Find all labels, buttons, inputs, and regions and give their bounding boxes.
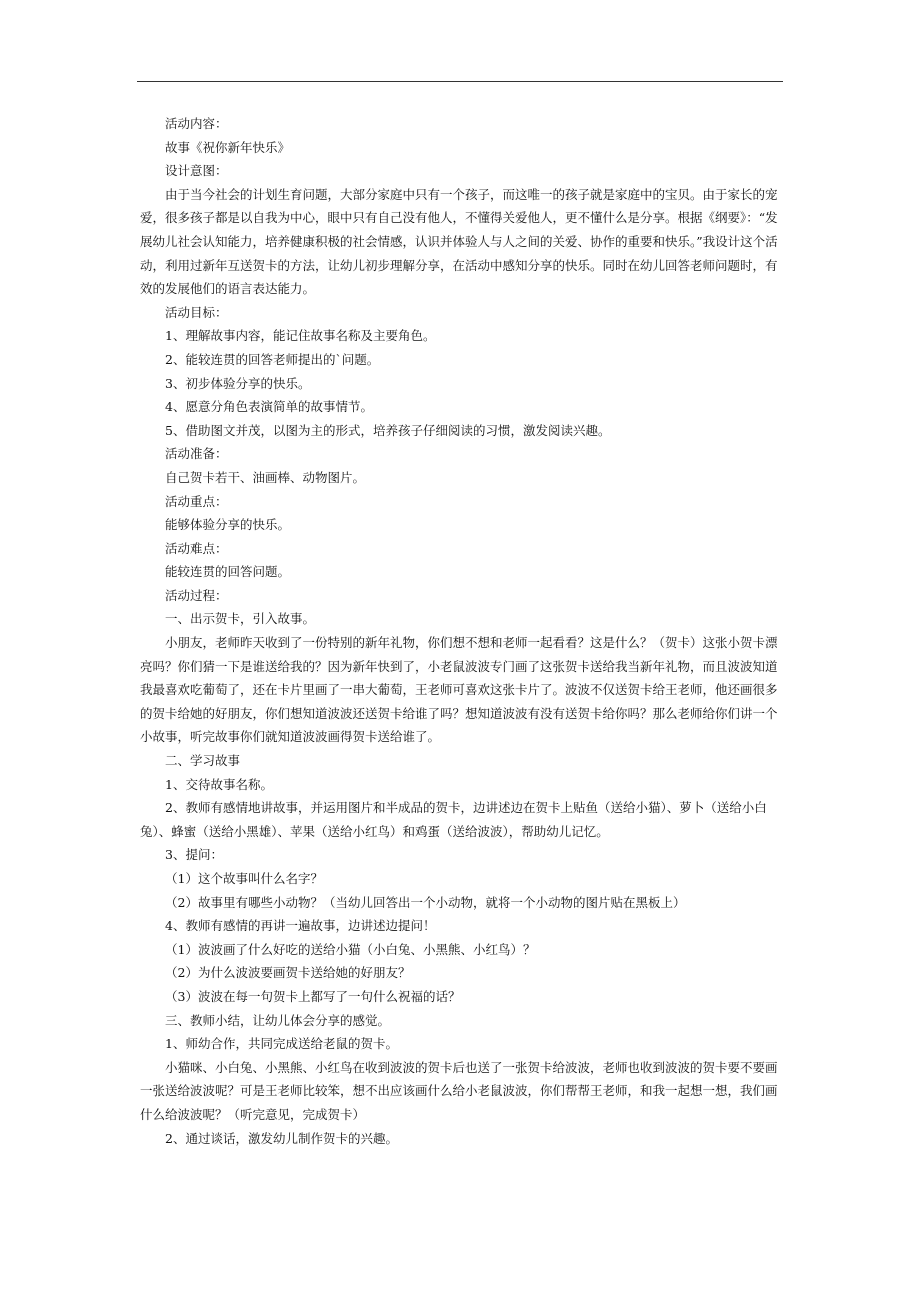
paragraph: 小猫咪、小白兔、小黑熊、小红鸟在收到波波的贺卡后也送了一张贺卡给波波，老师也收到波波的贺卡要不要画一张送给波波呢？可是王老师比较笨，想不出应该画什么给小老鼠波波，你们帮帮王老师，和我一起想一想，我们画什么给波波呢？（听完意见，完成贺卡）: [140, 1059, 778, 1122]
header-rule: [137, 81, 783, 82]
paragraph: 二、学习故事: [165, 753, 241, 769]
paragraph: 活动难点：: [165, 540, 228, 556]
paragraph: 2、能较连贯的回答老师提出的`问题。: [165, 351, 380, 367]
paragraph: 三、教师小结，让幼儿体会分享的感觉。: [165, 1012, 391, 1028]
sub-item: （1）波波画了什么好吃的送给小猫（小白兔、小黑熊、小红鸟）？: [165, 941, 536, 957]
paragraph: 自己贺卡若干、油画棒、动物图片。: [165, 469, 366, 485]
paragraph: 4、教师有感情的再讲一遍故事，边讲述边提问！: [165, 918, 436, 934]
paragraph: 小朋友，老师昨天收到了一份特别的新年礼物，你们想不想和老师一起看看？这是什么？（贺卡）这张小贺卡漂亮吗？你们猜一下是谁送给我的？因为新年快到了，小老鼠波波专门画了这张贺卡送给我当新年礼物，而且波波知道我最喜欢吃葡萄了，还在卡片里画了一串大葡萄，王老师可喜欢这张卡片了。波波不仅送贺卡给王老师，他还画很多的贺卡给她的好朋友，你们想知道波波还送贺卡给谁了吗？想知道波波有没有送贺卡给你吗？那么老师给你们讲一个小故事，听完故事你们就知道波波画得贺卡送给谁了。: [140, 635, 778, 745]
paragraph: 活动过程：: [165, 587, 228, 603]
sub-item: （1）这个故事叫什么名字？: [165, 871, 323, 886]
paragraph: 能够体验分享的快乐。: [165, 517, 291, 533]
paragraph: 故事《祝你新年快乐》: [165, 139, 291, 155]
paragraph: 1、师幼合作，共同完成送给老鼠的贺卡。: [165, 1036, 398, 1052]
paragraph: 2、通过谈话，激发幼儿制作贺卡的兴趣。: [165, 1130, 398, 1146]
paragraph: 4、愿意分角色表演简单的故事情节。: [165, 399, 373, 415]
sub-item: （2）为什么波波要画贺卡送给她的好朋友？: [165, 965, 411, 981]
paragraph: 5、借助图文并茂，以图为主的形式，培养孩子仔细阅读的习惯，激发阅读兴趣。: [165, 422, 611, 438]
paragraph: 1、交待故事名称。: [165, 776, 273, 792]
paragraph: 3、初步体验分享的快乐。: [165, 375, 311, 391]
paragraph: 活动内容：: [165, 116, 228, 131]
paragraph: 活动目标：: [165, 304, 228, 320]
paragraph: 一、出示贺卡，引入故事。: [165, 611, 316, 627]
paragraph: 活动准备：: [165, 446, 228, 462]
paragraph: 由于当今社会的计划生育问题，大部分家庭中只有一个孩子，而这唯一的孩子就是家庭中的宝贝。由于家长的宠爱，很多孩子都是以自我为中心，眼中只有自己没有他人，不懂得关爱他人，更不懂什么是分享。根据《纲要》：“发展幼儿社会认知能力，培养健康积极的社会情感，认识并体验人与人之间的关爱、协作的重要和快乐。”我设计这个活动，利用过新年互送贺卡的方法，让幼儿初步理解分享，在活动中感知分享的快乐。同时在幼儿回答老师问题时，有效的发展他们的语言表达能力。: [140, 186, 778, 297]
sub-item: （2）故事里有哪些小动物？（当幼儿回答出一个小动物，就将一个小动物的图片贴在黑板上）: [165, 894, 686, 910]
sub-item: （3）波波在每一句贺卡上都写了一句什么祝福的话？: [165, 988, 461, 1004]
paragraph: 1、理解故事内容，能记住故事名称及主要角色。: [165, 328, 436, 344]
paragraph: 设计意图：: [165, 163, 228, 179]
paragraph: 能较连贯的回答问题。: [165, 564, 291, 580]
document-body: [140, 112, 788, 1150]
paragraph: 3、提问：: [165, 847, 223, 863]
paragraph: 2、教师有感情地讲故事，并运用图片和半成品的贺卡，边讲述边在贺卡上贴鱼（送给小猫）、萝卜（送给小白兔）、蜂蜜（送给小黑雄）、苹果（送给小红鸟）和鸡蛋（送给波波），帮助幼儿记忆。: [140, 800, 767, 839]
paragraph: 活动重点：: [165, 493, 228, 509]
